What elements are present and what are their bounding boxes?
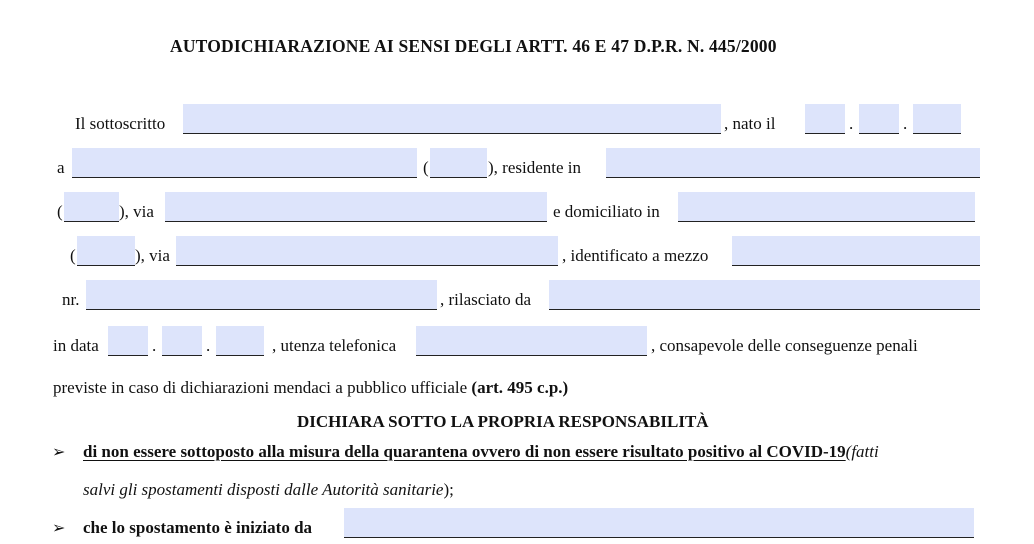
date-dot: . [903,114,908,133]
penalty-text: previste in caso di dichiarazioni mendaci a pubblico ufficiale [53,378,472,397]
birth-province-field[interactable] [430,148,487,178]
document-number-field[interactable] [86,280,437,310]
quarantine-exception-end: ); [443,480,454,499]
label-in-data: in data [53,336,99,355]
penal-code-reference: (art. 495 c.p.) [471,378,569,397]
label-sottoscritto: Il sottoscritto [75,114,166,133]
issue-day-field[interactable] [108,326,148,356]
label-nr: nr. [62,290,80,309]
dichiara-heading: DICHIARA SOTTO LA PROPRIA RESPONSABILITÀ [297,412,709,431]
label-consapevole: , consapevole delle conseguenze penali [651,336,918,355]
open-paren: ( [57,202,63,221]
bullet-quarantine [83,442,879,462]
date-dot: . [206,336,211,355]
open-paren: ( [70,246,76,265]
date-dot: . [152,336,157,355]
label-identificato: , identificato a mezzo [562,246,709,265]
id-document-field[interactable] [732,236,980,266]
departure-field[interactable] [344,508,974,538]
open-paren: ( [423,158,429,177]
domicile-street-field[interactable] [176,236,558,266]
issue-month-field[interactable] [162,326,202,356]
date-dot: . [849,114,854,133]
residence-city-field[interactable] [606,148,980,178]
label-spostamento: che lo spostamento è iniziato da [83,518,313,537]
label-via: ), via [135,246,170,265]
quarantine-statement: di non essere sottoposto alla misura della quarantena ovvero di non essere risultato positivo al COVID-19 [83,442,846,461]
label-via: ), via [119,202,154,221]
label-residente: ), residente in [488,158,581,177]
birth-year-field[interactable] [913,104,961,134]
label-rilasciato: , rilasciato da [440,290,532,309]
penalty-sentence [53,378,568,398]
label-domiciliato: e domiciliato in [553,202,660,221]
name-field[interactable] [183,104,721,134]
birth-day-field[interactable] [805,104,845,134]
quarantine-exception-start: (fatti [845,442,879,461]
phone-field[interactable] [416,326,647,356]
issued-by-field[interactable] [549,280,980,310]
document-title: AUTODICHIARAZIONE AI SENSI DEGLI ARTT. 46 E 47 D.P.R. N. 445/2000 [170,36,777,56]
bullet-arrow-icon: ➢ [52,520,66,537]
birthplace-field[interactable] [72,148,417,178]
bullet-quarantine-continued [83,480,454,500]
label-nato: , nato il [724,114,776,133]
residence-street-field[interactable] [165,192,547,222]
residence-province-field[interactable] [64,192,119,222]
label-utenza: , utenza telefonica [272,336,397,355]
domicile-city-field[interactable] [678,192,975,222]
domicile-province-field[interactable] [77,236,135,266]
issue-year-field[interactable] [216,326,264,356]
birth-month-field[interactable] [859,104,899,134]
label-a: a [57,158,65,177]
quarantine-exception: salvi gli spostamenti disposti dalle Autorità sanitarie [83,480,444,499]
bullet-arrow-icon: ➢ [52,444,66,461]
